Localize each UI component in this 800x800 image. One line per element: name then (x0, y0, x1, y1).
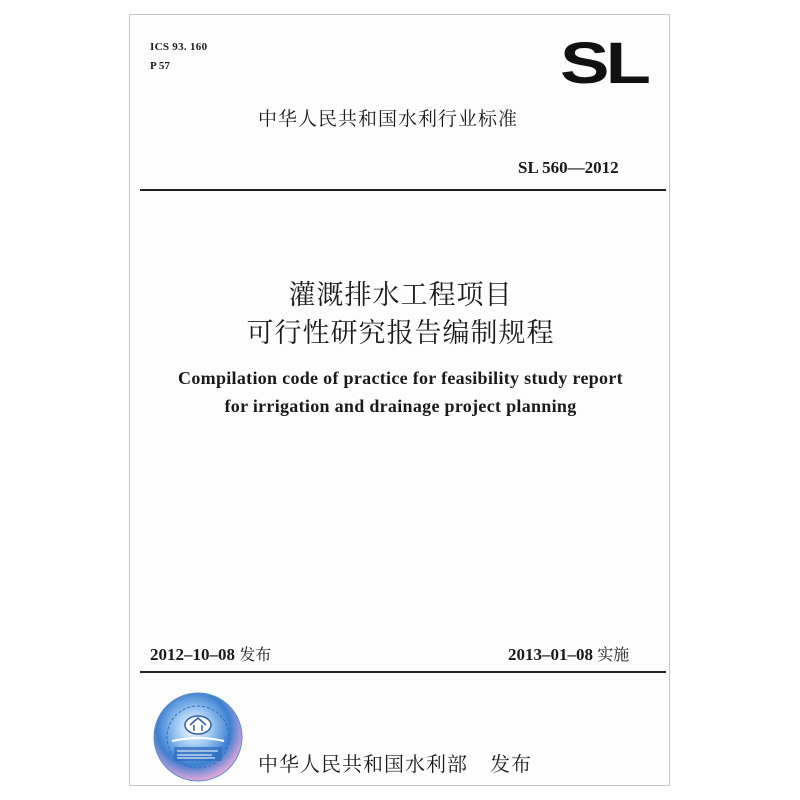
title-en-line1: Compilation code of practice for feasibility study report (178, 368, 623, 388)
top-divider (140, 189, 666, 191)
book-cover (129, 14, 670, 786)
effective-label: 实施 (597, 645, 630, 664)
bottom-divider (140, 671, 666, 673)
sl-logo: SL (560, 31, 648, 96)
effective-date (508, 642, 629, 665)
publisher (258, 748, 532, 777)
effective-date-value: 2013–01–08 (508, 645, 593, 664)
issue-label: 发布 (239, 645, 272, 664)
issue-date (150, 642, 271, 665)
ics-code: ICS 93. 160 (150, 41, 208, 53)
title-en-line2: for irrigation and drainage project planning (224, 396, 577, 416)
standard-number: SL 560—2012 (518, 158, 619, 177)
publisher-name: 中华人民共和国水利部 (258, 752, 468, 776)
issue-date-value: 2012–10–08 (150, 645, 235, 664)
title-cn-line1: 灌溉排水工程项目 (288, 280, 513, 311)
category-code: P 57 (150, 60, 170, 72)
anti-counterfeit-hologram-icon (152, 691, 244, 783)
title-cn-line2: 可行性研究报告编制规程 (246, 318, 555, 349)
standard-type: 中华人民共和国水利行业标准 (258, 108, 519, 130)
publish-label: 发布 (490, 752, 532, 776)
